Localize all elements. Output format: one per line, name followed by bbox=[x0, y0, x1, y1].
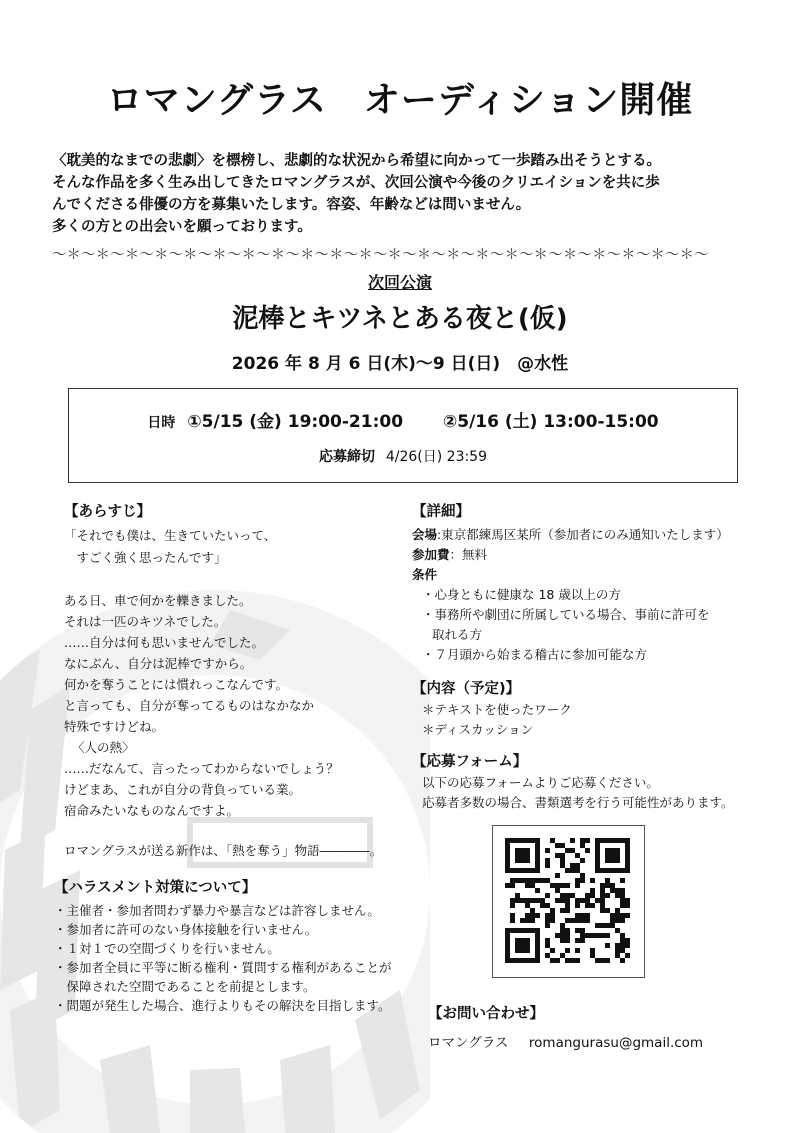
contact-email[interactable]: romangurasu@gmail.com bbox=[528, 1035, 704, 1051]
next-show-label: 次回公演 bbox=[367, 273, 432, 292]
list-item: ・参加者全員に平等に断る権利・質問する権利があることが bbox=[54, 960, 392, 975]
play-date: 2026 年 8 月 6 日(木)〜9 日(日) @水性 bbox=[231, 354, 569, 374]
schedule-slot-1: ①5/15 (金) 19:00-21:00 bbox=[187, 412, 404, 432]
quote-line: すごく強く思ったんです」 bbox=[64, 550, 227, 565]
synopsis-section bbox=[64, 500, 424, 859]
list-item: ・主催者・参加者問わず暴力や暴言などは許容しません。 bbox=[54, 903, 380, 918]
deadline-value: 4/26(日) 23:59 bbox=[385, 449, 488, 465]
story-line: けどまあ、これが自分の背負っている業。 bbox=[64, 782, 302, 797]
contact-name: ロマングラス bbox=[428, 1035, 509, 1051]
synopsis-story bbox=[64, 590, 424, 821]
contact-row bbox=[428, 1031, 788, 1051]
contact-section bbox=[428, 1002, 788, 1051]
schedule-slot-2: ②5/16 (土) 13:00-15:00 bbox=[442, 412, 659, 432]
fee-label: 参加費 bbox=[412, 547, 450, 562]
harassment-list bbox=[54, 901, 434, 1015]
condition-item: ・心身ともに健康な 18 歳以上の方 bbox=[422, 587, 621, 602]
venue-row bbox=[412, 525, 782, 545]
list-item: ・参加者に許可のない身体接触を行いません。 bbox=[54, 922, 318, 937]
story-line: 宿命みたいなものなんですよ。 bbox=[64, 803, 240, 818]
schedule-slots bbox=[69, 407, 737, 432]
story-line: ……自分は何も思いませんでした。 bbox=[64, 635, 265, 650]
intro-line: 〈耽美的なまでの悲劇〉を標榜し、悲劇的な状況から希望に向かって一歩踏み出そうとする。 bbox=[52, 153, 661, 169]
venue-value: :東京都練馬区某所（参加者にのみ通知いたします） bbox=[437, 527, 729, 542]
fee-value: ：無料 bbox=[449, 547, 488, 562]
apply-heading: 【応募フォーム】 bbox=[412, 754, 528, 770]
synopsis-tagline: ロマングラスが送る新作は、「熱を奪う」物語――――。 bbox=[64, 843, 383, 858]
story-line: ……だなんて、言ったってわからないでしょう？ bbox=[64, 761, 339, 776]
application-qr-code[interactable] bbox=[492, 825, 645, 978]
content-heading: 【内容（予定)】 bbox=[412, 681, 521, 697]
intro-line: そんな作品を多く生み出してきたロマングラスが、次回公演や今後のクリエイションを共に歩 bbox=[52, 175, 660, 191]
list-item: ・１対１での空間づくりを行いません。 bbox=[54, 941, 280, 956]
story-line: 〈人の熱〉 bbox=[72, 740, 135, 755]
harassment-section bbox=[54, 876, 434, 1015]
details-body bbox=[412, 525, 782, 665]
apply-line: 以下の応募フォームよりご応募ください。 bbox=[422, 775, 659, 790]
intro-line: 多くの方との出会いを願っております。 bbox=[52, 219, 312, 235]
contact-heading: 【お問い合わせ】 bbox=[428, 1006, 544, 1022]
venue-label: 会場 bbox=[412, 527, 438, 542]
decorative-divider: 〜＊〜＊〜＊〜＊〜＊〜＊〜＊〜＊〜＊〜＊〜＊〜＊〜＊〜＊〜＊〜＊〜＊〜＊〜＊〜＊〜＊〜＊〜 bbox=[52, 247, 709, 263]
schedule-label: 日時 bbox=[147, 415, 176, 431]
list-item: ＊ディスカッション bbox=[422, 722, 534, 737]
content-list bbox=[412, 700, 782, 740]
story-line: と言っても、自分が奪ってるものはなかなか bbox=[64, 698, 315, 713]
quote-line: 「それでも僕は、生きていたいって、 bbox=[64, 528, 277, 543]
story-line: それは一匹のキツネでした。 bbox=[64, 614, 227, 629]
story-line: 特殊ですけどね。 bbox=[64, 719, 165, 734]
play-title: 泥棒とキツネとある夜と(仮) bbox=[232, 304, 568, 334]
list-item: ・問題が発生した場合、進行よりもその解決を目指します。 bbox=[54, 998, 391, 1013]
deadline-row bbox=[69, 446, 737, 466]
page-title: ロマングラス オーディション開催 bbox=[106, 80, 694, 121]
intro-paragraph bbox=[52, 150, 772, 238]
schedule-box bbox=[68, 388, 738, 483]
condition-item: 取れる方 bbox=[432, 627, 483, 642]
story-line: なにぶん、自分は泥棒ですから。 bbox=[64, 656, 253, 671]
condition-item: ・事務所や劇団に所属している場合、事前に許可を bbox=[422, 607, 710, 622]
synopsis-heading: 【あらすじ】 bbox=[64, 504, 151, 520]
next-show-label-wrap bbox=[0, 270, 800, 293]
story-line: ある日、車で何かを轢きました。 bbox=[64, 593, 252, 608]
list-item: 保障された空間であることを前提とします。 bbox=[54, 979, 316, 994]
fee-row bbox=[412, 545, 782, 565]
harassment-heading: 【ハラスメント対策について】 bbox=[54, 880, 257, 896]
details-column bbox=[412, 500, 782, 813]
conditions-label: 条件 bbox=[412, 567, 438, 582]
condition-item: ・７月頭から始まる稽古に参加可能な方 bbox=[422, 647, 648, 662]
list-item: ＊テキストを使ったワーク bbox=[422, 702, 572, 717]
intro-line: んでくださる俳優の方を募集いたします。容姿、年齢などは問いません。 bbox=[52, 197, 531, 213]
story-line: 何かを奪うことには慣れっこなんです。 bbox=[64, 677, 289, 692]
details-heading: 【詳細】 bbox=[412, 504, 470, 520]
synopsis-quote bbox=[64, 525, 424, 569]
deadline-label: 応募締切 bbox=[318, 449, 375, 465]
qr-code-icon bbox=[493, 826, 644, 977]
apply-line: 応募者多数の場合、書類選考を行う可能性があります。 bbox=[422, 795, 734, 810]
apply-text bbox=[412, 773, 782, 813]
